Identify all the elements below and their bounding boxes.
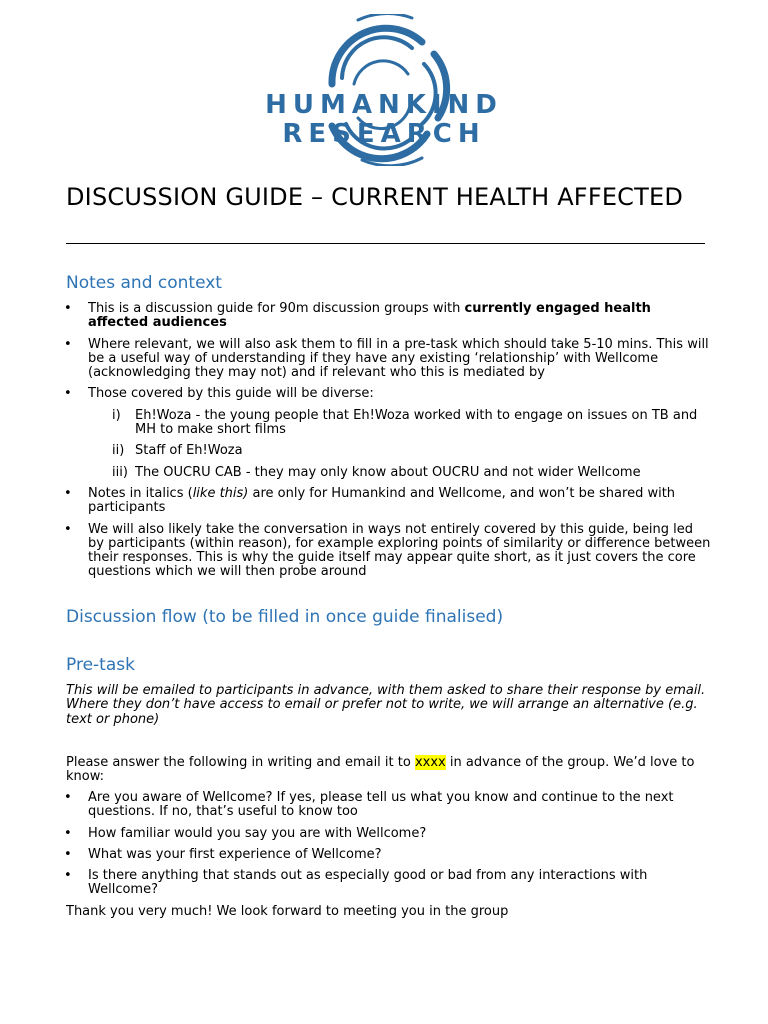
notes-heading: Notes and context	[66, 273, 222, 293]
pretask-italic-note: This will be emailed to participants in advance, with them asked to share their response by email. Where they don’t have access to email or prefer not to write, we will arrange an alternative (e.g. text or phone)	[66, 683, 706, 727]
document-title: DISCUSSION GUIDE – CURRENT HEALTH AFFECTED	[66, 183, 684, 211]
audience-item-1	[66, 409, 711, 438]
thank-you-text: Thank you very much! We look forward to meeting you in the group	[66, 904, 509, 919]
pretask-questions	[66, 791, 711, 898]
logo-wordmark-line1: HUMANKIND	[265, 90, 503, 120]
logo-wordmark-line2: RESEARCH	[282, 119, 486, 149]
notes-bullet-4-post: are only for Humankind and Wellcome, and won’t be shared with participants	[88, 485, 676, 516]
question-item: • How familiar would you say you are with Wellcome?	[66, 827, 711, 841]
audience-item-3	[66, 466, 711, 480]
notes-bullet-4-italic: like this)	[192, 485, 249, 501]
audience-item-1-num: i)	[112, 407, 121, 423]
notes-section	[66, 302, 711, 580]
audience-item-3-text: The OUCRU CAB - they may only know about OUCRU and not wider Wellcome	[135, 464, 641, 480]
notes-bullet-3: • Those covered by this guide will be diverse:	[66, 387, 711, 401]
pretask-heading: Pre-task	[66, 655, 135, 675]
pretask-intro	[66, 756, 711, 785]
question-item: • What was your first experience of Wellcome?	[66, 848, 711, 862]
notes-bullet-1	[66, 302, 711, 331]
pretask-intro-post: in advance of the group. We’d love to know:	[66, 755, 695, 785]
audience-item-2-num: ii)	[112, 443, 125, 459]
audience-item-2	[66, 444, 711, 458]
notes-bullet-2: • Where relevant, we will also ask them to fill in a pre-task which should take 5-10 mins. This will be a useful way of understanding if they have any existing ‘relationship’ with Wellcome (acknowledging they may not) and if relevant who this is mediated by	[66, 338, 711, 381]
email-placeholder-highlight: xxxx	[414, 755, 446, 770]
audience-item-1-text: Eh!Woza - the young people that Eh!Woza worked with to engage on issues on TB and MH to make short films	[135, 407, 698, 438]
notes-bullet-1-bold: currently engaged health affected audiences	[88, 301, 651, 331]
notes-bullet-1-text: This is a discussion guide for 90m discussion groups with	[88, 301, 465, 316]
audience-item-2-text: Staff of Eh!Woza	[135, 443, 243, 459]
audience-item-3-num: iii)	[112, 464, 128, 480]
humankind-research-logo	[262, 14, 506, 166]
notes-bullet-4-pre: Notes in italics (	[88, 485, 193, 501]
pretask-intro-pre: Please answer the following in writing and email it to	[66, 755, 415, 770]
notes-bullet-4	[66, 487, 711, 516]
question-item: • Is there anything that stands out as especially good or bad from any interactions with Wellcome?	[66, 869, 711, 898]
question-item: • Are you aware of Wellcome? If yes, please tell us what you know and continue to the next questions. If no, that’s useful to know too	[66, 791, 711, 820]
title-underline	[66, 243, 705, 244]
notes-bullet-5: • We will also likely take the conversation in ways not entirely covered by this guide, being led by participants (within reason), for example exploring points of similarity or difference between their responses. This is why the guide itself may appear quite short, as it just covers the core questions which we will then probe around	[66, 523, 711, 580]
discussion-flow-heading: Discussion flow (to be filled in once guide finalised)	[66, 607, 504, 627]
